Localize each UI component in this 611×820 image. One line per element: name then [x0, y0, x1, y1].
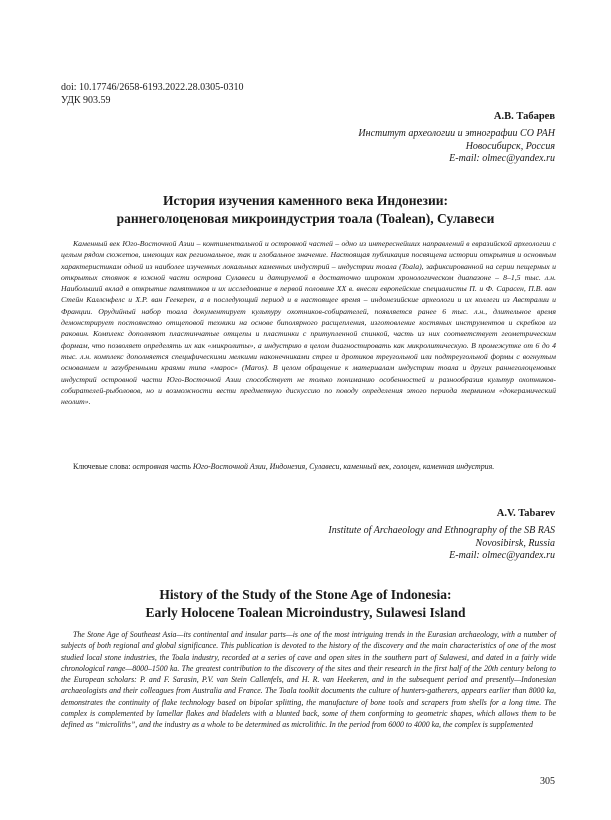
keywords-values-ru: островная часть Юго-Восточной Азии, Индонезия, Сулавеси, каменный век, голоцен, каменная индустрия. [132, 462, 495, 471]
title-ru-line2: раннеголоценовая микроиндустрия тоала (Toalean), Сулавеси [116, 211, 495, 226]
affiliation-en: Institute of Archaeology and Ethnography of the SB RAS [328, 525, 555, 537]
doi-line: doi: 10.17746/2658-6193.2022.28.0305-0310 [61, 82, 244, 93]
title-ru [70, 192, 541, 228]
keywords-ru [61, 461, 556, 472]
email-ru: E-mail: olmec@yandex.ru [449, 153, 555, 165]
keywords-label-ru: Ключевые слова: [73, 462, 131, 471]
email-en: E-mail: olmec@yandex.ru [449, 550, 555, 562]
title-en-line2: Early Holocene Toalean Microindustry, Sulawesi Island [145, 605, 466, 620]
title-en-line1: History of the Study of the Stone Age of Indonesia: [159, 587, 452, 602]
author-name-ru: А.В. Табарев [493, 111, 555, 122]
page-number: 305 [540, 776, 555, 787]
article-meta [61, 82, 244, 107]
author-name-en: A.V. Tabarev [496, 508, 555, 519]
author-block-en [328, 508, 555, 563]
location-en: Novosibirsk, Russia [475, 537, 555, 549]
author-block-ru [358, 111, 555, 166]
abstract-en [61, 629, 556, 731]
affiliation-ru: Институт археологии и этнографии СО РАН [358, 128, 555, 140]
abstract-ru-text: Каменный век Юго-Восточной Азии – континентальной и островной частей – одно из интереснейших направлений в евразийской археологии с целым рядом сюжетов, имеющих как региональное, так и глобальное значение. Настоящая публикация посвящена истории открытия и основным характеристикам одной из наиболее изученных локальных каменных индустрий – индустрии тоала (Toala), зафиксированной на серии пещерных и открытых стоянок в южной части острова Сулавеси и датируемой в достаточно широком хронологическом диапазоне – 8–1,5 тыс. л.н. Наибольший вклад в открытие памятников и их исследование в первой половине XX в. внесли европейские специалисты П. и Ф. Сарасен, П.В. ван Стейн Каллєнфелс и Х.Р. ван Геекерен, а в последующий период и в настоящее время – индонезийские археологи и их коллеги из Австралии и Франции. Орудийный набор тоала документирует культуру охотников-собирателей, появляется ранее 6 тыс. л.н., длительное время демонстрирует постоянство отщеповой техники на основе биполярного расщепления, изготовление костяных инструментов и скребков из раковин. Комплекс дополняют пластинчатые отщепы и пластинки с притупленной спинкой, часть из них соответствует геометрическим формам, что позволяет определять их как «микролиты», а индустрию в целом диагностировать как микролитическую. В промежутке от 6 до 4 тыс. л.н. комплекс дополняется специфическими мелкими наконечниками стрел и дротиков треугольной или подтреугольной формы с вогнутым основанием и зазубренными краями типа «марос» (Maros). В целом обращение к материалам индустрии тоала и других раннеголоценовых индустрий островной части Юго-Восточной Азии способствует не только пониманию особенностей и разнообразия культур охотников-собирателей-рыболовов, но и возможности вести предметную дискуссию по поводу определения этого периода термином «докерамический неолит». [61, 239, 556, 407]
abstract-ru [61, 238, 556, 407]
title-en [70, 586, 541, 622]
location-ru: Новосибирск, Россия [465, 140, 555, 152]
title-ru-line1: История изучения каменного века Индонезии: [163, 193, 448, 208]
abstract-en-text: The Stone Age of Southeast Asia—its continental and insular parts—is one of the most intriguing trends in the Eurasian archaeology, with a number of subjects of both regional and global significance. This publication is devoted to the history of the discovery and the main characteristics of one of the most studied local stone industries, the Toala industry, recorded at a series of cave and open sites in the southern part of Sulawesi, and dated in a fairly wide chronological range—8000–1500 ka. The greatest contribution to the discovery of the sites and their research in the first half of the 20th century belong to the European scholars: P. and F. Sarasin, P.V. van Stein Callenfels, and H. R. van Heekeren, and in the subsequent period and presently—Indonesian archaeologists and their colleagues from Australia and France. The Toala toolkit documents the culture of hunters-gatherers, appears earlier than 8000 ka, demonstrates the continuity of flake technology based on bipolar splitting, the manufacture of bone tools and scrapers from shells for a long time. The complex is complemented by lamellar flakes and bladelets with a blunted back, some of them conforming to geometric shapes, which allows them to be defined as “microliths”, and the industry as a whole to be determined as microlithic. In the period from 6000 to 4000 ka, the complex is supplemented [61, 630, 556, 730]
udk-line: УДК 903.59 [61, 94, 111, 106]
